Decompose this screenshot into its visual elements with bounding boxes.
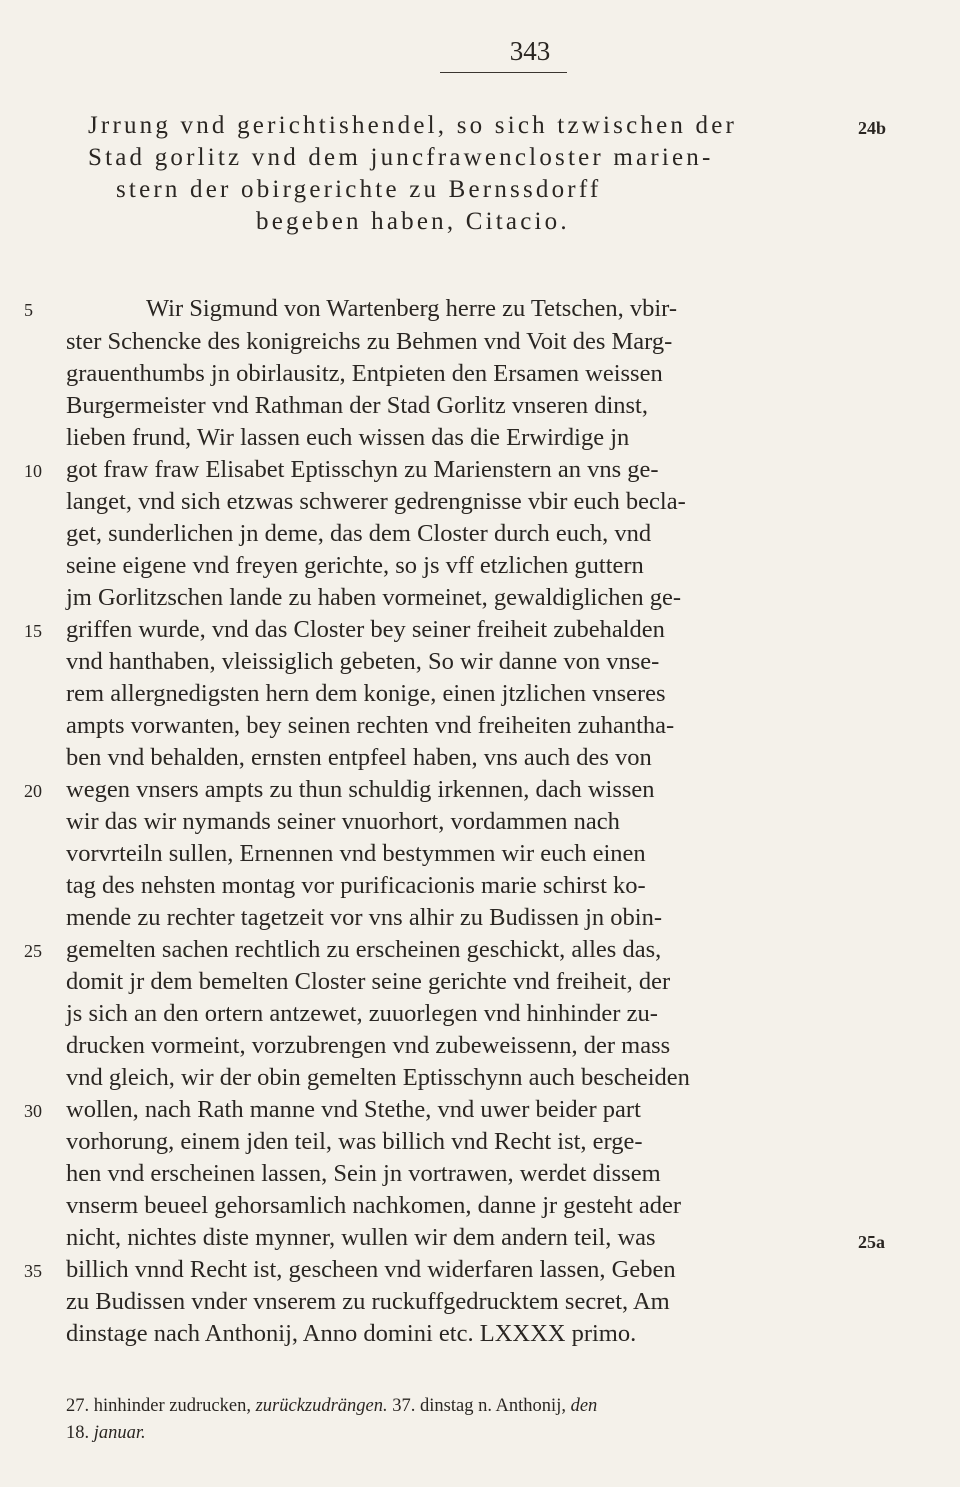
body-line: js sich an den ortern antzewet, zuuorlegen vnd hinhinder zu- <box>66 1000 658 1027</box>
footnote-gloss: januar. <box>93 1423 146 1443</box>
heading-line: begeben haben, Citacio. <box>256 208 570 235</box>
footnote-text: 18. <box>66 1423 94 1443</box>
body-line: ster Schencke des konigreichs zu Behmen vnd Voit des Marg- <box>66 328 673 355</box>
body-line: wir das wir nymands seiner vnuorhort, vordammen nach <box>66 808 620 835</box>
body-line: gemelten sachen rechtlich zu erscheinen geschickt, alles das, <box>66 936 662 963</box>
body-line: Burgermeister vnd Rathman der Stad Gorlitz vnseren dinst, <box>66 392 648 419</box>
body-line: griffen wurde, vnd das Closter bey seiner freiheit zubehalden <box>66 616 665 643</box>
body-line: vorvrteiln sullen, Ernennen vnd bestymmen wir euch einen <box>66 840 646 867</box>
footnote-text: 27. hinhinder zudrucken, <box>66 1396 256 1416</box>
line-number: 10 <box>24 461 42 481</box>
body-line: vorhorung, einem jden teil, was billich vnd Recht ist, erge- <box>66 1128 643 1155</box>
body-line: tag des nehsten montag vor purificacionis marie schirst ko- <box>66 872 646 899</box>
body-line: drucken vormeint, vorzubrengen vnd zubeweissenn, der mass <box>66 1032 671 1059</box>
body-line: Wir Sigmund von Wartenberg herre zu Tetschen, vbir- <box>146 295 677 322</box>
body-line: mende zu rechter tagetzeit vor vns alhir zu Budissen jn obin- <box>66 904 662 931</box>
body-line: get, sunderlichen jn deme, das dem Closter durch euch, vnd <box>66 520 652 547</box>
body-line: billich vnnd Recht ist, gescheen vnd widerfaren lassen, Geben <box>66 1256 676 1283</box>
heading-line: Jrrung vnd gerichtishendel, so sich tzwischen der <box>88 112 738 139</box>
body-line: grauenthumbs jn obirlausitz, Entpieten den Ersamen weissen <box>66 360 663 387</box>
line-number: 25 <box>24 941 42 961</box>
body-line: wollen, nach Rath manne vnd Stethe, vnd uwer beider part <box>66 1096 641 1123</box>
body-line: vnd hanthaben, vleissiglich gebeten, So wir danne von vnse- <box>66 648 660 675</box>
page-number-rule <box>440 72 567 73</box>
heading-line: Stad gorlitz vnd dem juncfrawencloster marien- <box>88 144 714 171</box>
body-line: vnserm beueel gehorsamlich nachkomen, danne jr gesteht ader <box>66 1192 681 1219</box>
body-line: dinstage nach Anthonij, Anno domini etc. LXXXX primo. <box>66 1320 637 1347</box>
line-number: 20 <box>24 781 42 801</box>
body-line: zu Budissen vnder vnserem zu ruckuffgedrucktem secret, Am <box>66 1288 670 1315</box>
footnote-line <box>66 1396 597 1417</box>
body-line: hen vnd erscheinen lassen, Sein jn vortrawen, werdet dissem <box>66 1160 661 1187</box>
footnote-gloss: den <box>570 1396 598 1416</box>
page-number: 343 <box>509 36 551 66</box>
body-line: langet, vnd sich etzwas schwerer gedrengnisse vbir euch becla- <box>66 488 686 515</box>
margin-note-folio: 24b <box>858 118 887 138</box>
line-number: 5 <box>24 300 33 320</box>
body-line: nicht, nichtes diste mynner, wullen wir dem andern teil, was <box>66 1224 656 1251</box>
body-line: jm Gorlitzschen lande zu haben vormeinet, gewaldiglichen ge- <box>66 584 682 611</box>
body-line: vnd gleich, wir der obin gemelten Eptisschynn auch bescheiden <box>66 1064 690 1091</box>
body-line: ben vnd behalden, ernsten entpfeel haben, vns auch des von <box>66 744 652 771</box>
line-number: 35 <box>24 1261 42 1281</box>
body-line: rem allergnedigsten hern dem konige, einen jtzlichen vnseres <box>66 680 666 707</box>
body-line: seine eigene vnd freyen gerichte, so js vff etzlichen guttern <box>66 552 644 579</box>
body-line: got fraw fraw Elisabet Eptisschyn zu Marienstern an vns ge- <box>66 456 659 483</box>
footnote-text: 37. dinstag n. Anthonij, <box>387 1396 571 1416</box>
body-line: lieben frund, Wir lassen euch wissen das die Erwirdige jn <box>66 424 630 451</box>
heading-line: stern der obirgerichte zu Bernssdorff <box>116 176 602 203</box>
margin-note-folio: 25a <box>858 1232 885 1252</box>
footnote-gloss: zurückzudrängen. <box>255 1396 388 1416</box>
body-line: domit jr dem bemelten Closter seine gerichte vnd freiheit, der <box>66 968 671 995</box>
body-line: ampts vorwanten, bey seinen rechten vnd freiheiten zuhantha- <box>66 712 675 739</box>
line-number: 15 <box>24 621 42 641</box>
footnote-line <box>66 1423 146 1444</box>
line-number: 30 <box>24 1101 42 1121</box>
body-line: wegen vnsers ampts zu thun schuldig irkennen, dach wissen <box>66 776 655 803</box>
